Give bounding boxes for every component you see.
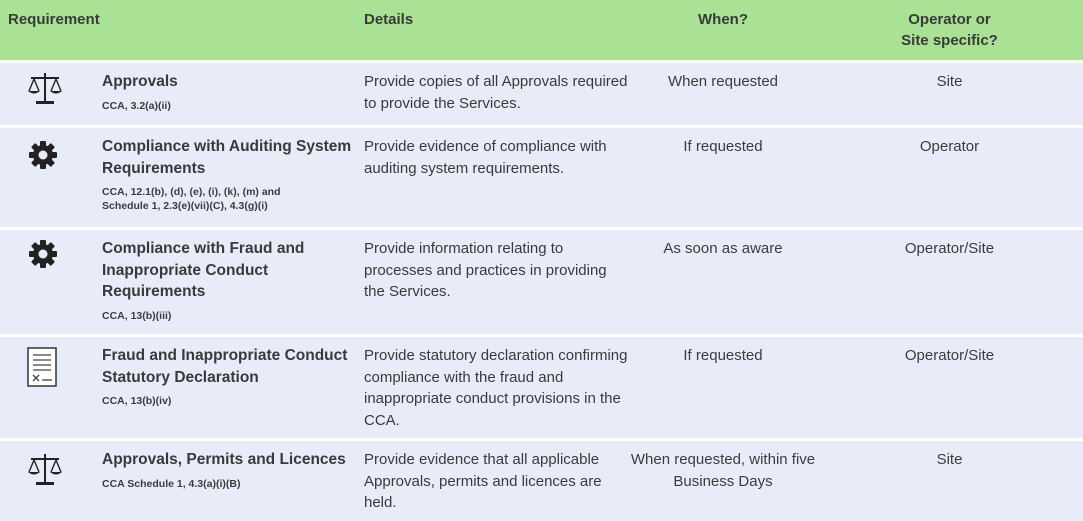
table-row bbox=[0, 227, 1083, 334]
requirement-cell bbox=[102, 128, 364, 227]
requirement-cell bbox=[102, 230, 364, 334]
row-icon-cell bbox=[0, 441, 102, 521]
requirement-reference: CCA, 3.2(a)(ii) bbox=[102, 99, 171, 112]
requirement-cell bbox=[102, 337, 364, 438]
header-when: When? bbox=[698, 11, 748, 28]
operator-site-cell: Site bbox=[936, 73, 963, 90]
requirement-reference: CCA, 13(b)(iv) bbox=[102, 395, 172, 407]
details-cell: Provide information relating to processes and practices in providing the Services. bbox=[364, 240, 607, 300]
requirement-title: Fraud and Inappropriate Conduct Statutory Declaration bbox=[102, 347, 348, 386]
gear-icon bbox=[27, 238, 59, 270]
when-cell: When requested bbox=[667, 73, 779, 90]
when-cell: If requested bbox=[683, 347, 763, 364]
table-header bbox=[0, 0, 1083, 60]
table-row bbox=[0, 60, 1083, 125]
header-details: Details bbox=[364, 11, 414, 28]
header-operator-line2: Site specific? bbox=[901, 32, 998, 49]
details-cell: Provide evidence that all applicable Approvals, permits and licences are held. bbox=[364, 451, 602, 511]
requirement-title: Compliance with Fraud and Inappropriate Conduct Requirements bbox=[102, 240, 305, 300]
when-cell: If requested bbox=[683, 138, 763, 155]
details-cell: Provide statutory declaration confirming compliance with the fraud and inappropriate conduct provisions in the CCA. bbox=[364, 347, 628, 429]
requirement-reference: CCA, 12.1(b), (d), (e), (i), (k), (m) and Schedule 1, 2.3(e)(vii)(C), 4.3(g)(i) bbox=[102, 186, 281, 212]
requirement-cell bbox=[102, 441, 364, 521]
operator-site-cell: Operator bbox=[919, 138, 980, 155]
header-requirement: Requirement bbox=[8, 11, 100, 28]
row-icon-cell bbox=[0, 128, 102, 227]
requirement-reference: CCA, 13(b)(iii) bbox=[102, 309, 172, 322]
row-icon-cell bbox=[0, 337, 102, 438]
table-row bbox=[0, 125, 1083, 227]
details-cell: Provide copies of all Approvals required to provide the Services. bbox=[364, 73, 628, 112]
requirement-title: Approvals, Permits and Licences bbox=[102, 451, 346, 468]
header-operator-line1: Operator or bbox=[908, 11, 991, 28]
header-operator-or-site bbox=[816, 0, 1083, 60]
operator-site-cell: Operator/Site bbox=[904, 240, 995, 257]
scales-icon bbox=[25, 71, 65, 107]
table-row bbox=[0, 334, 1083, 438]
gear-icon bbox=[27, 139, 59, 171]
document-signature-icon bbox=[27, 347, 57, 387]
operator-site-cell: Operator/Site bbox=[904, 347, 995, 364]
when-cell: As soon as aware bbox=[663, 240, 783, 257]
requirement-reference: CCA Schedule 1, 4.3(a)(i)(B) bbox=[102, 477, 241, 490]
table-row bbox=[0, 438, 1083, 521]
requirement-cell bbox=[102, 63, 364, 125]
operator-site-cell: Site bbox=[936, 451, 963, 468]
when-cell: When requested, within five Business Days bbox=[630, 451, 816, 490]
row-icon-cell bbox=[0, 63, 102, 125]
details-cell: Provide evidence of compliance with auditing system requirements. bbox=[364, 138, 607, 177]
requirement-title: Approvals bbox=[102, 73, 178, 90]
row-icon-cell bbox=[0, 230, 102, 334]
requirement-title: Compliance with Auditing System Requirements bbox=[102, 138, 352, 177]
scales-icon bbox=[25, 452, 65, 488]
